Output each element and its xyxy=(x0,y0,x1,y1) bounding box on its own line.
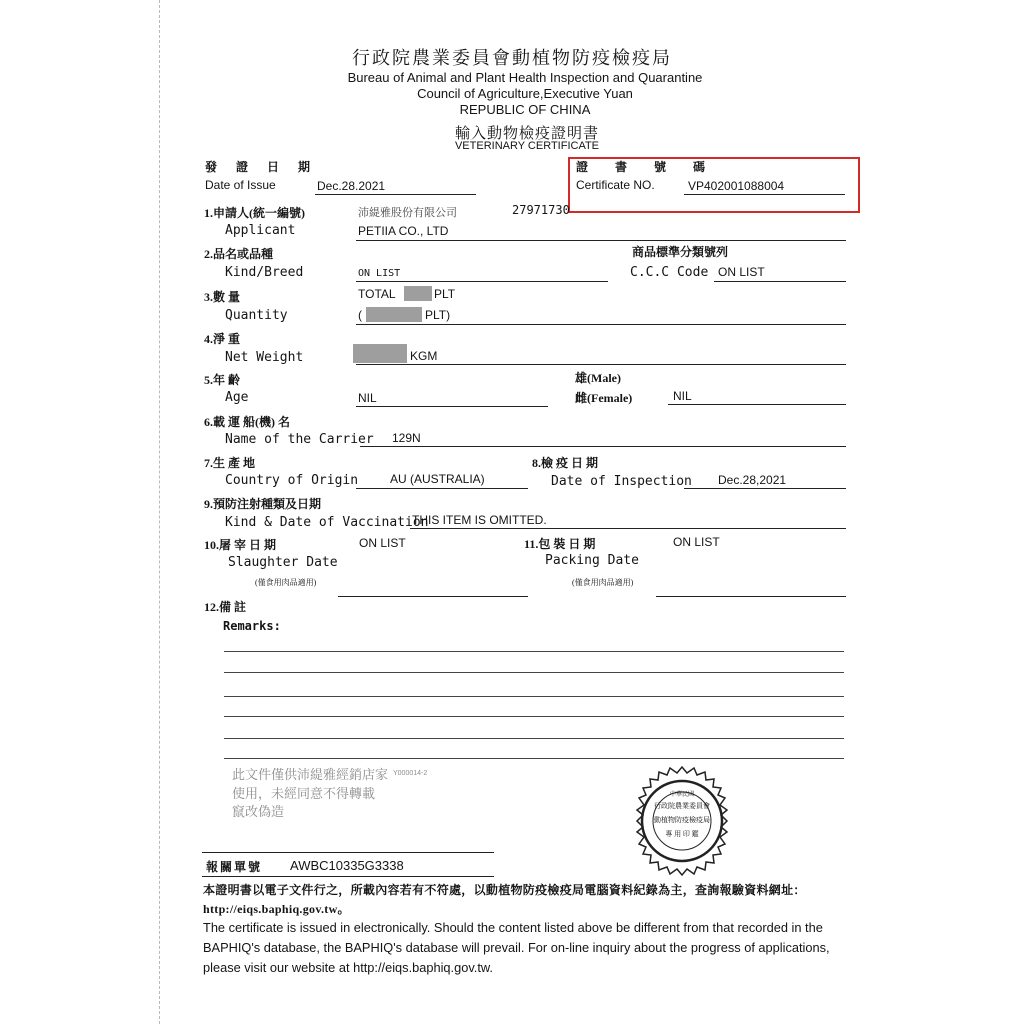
inspection-value: Dec.28,2021 xyxy=(718,473,787,487)
watermark-line-2: 使用，未經同意不得轉載 xyxy=(232,786,376,801)
origin-label-zh: 7.生 產 地 xyxy=(204,456,256,470)
quantity-label-zh: 3.數 量 xyxy=(204,290,241,304)
inspection-label-zh: 8.檢 疫 日 期 xyxy=(532,456,599,470)
origin-value: AU (AUSTRALIA) xyxy=(390,472,485,486)
quantity-paren-suffix: PLT) xyxy=(425,308,451,322)
agency-title-zh: 行政院農業委員會動植物防疫檢疫局 xyxy=(352,48,672,68)
applicant-label-en: Applicant xyxy=(225,223,296,238)
slaughter-label-en: Slaughter Date xyxy=(228,555,338,570)
quantity-total-suffix: PLT xyxy=(434,287,456,301)
quantity-label-en: Quantity xyxy=(225,308,288,323)
redacted-quantity-total xyxy=(404,286,432,301)
kind-label-zh: 2.品名或品種 xyxy=(204,247,274,261)
vaccination-label-en: Kind & Date of Vaccination xyxy=(225,515,429,530)
certificate-type-zh: 輸入動物檢疫證明書 xyxy=(454,126,599,142)
ccc-label-en: C.C.C Code xyxy=(630,265,709,280)
carrier-value: 129N xyxy=(392,431,421,445)
country-title: REPUBLIC OF CHINA xyxy=(459,102,591,117)
official-seal xyxy=(624,765,740,877)
applicant-id-number: 27971730 xyxy=(512,203,570,217)
ccc-value: ON LIST xyxy=(718,265,765,279)
age-value: NIL xyxy=(358,391,377,405)
vaccination-label-zh: 9.預防注射種類及日期 xyxy=(204,497,322,511)
applicant-name-zh: 沛緹雅股份有限公司 xyxy=(358,207,457,219)
seal-line-2: 行政院農業委員會 xyxy=(654,802,710,810)
applicant-label-zh: 1.申請人(統一編號) xyxy=(204,206,305,220)
watermark-line-3: 竄改偽造 xyxy=(232,804,285,819)
seal-line-4: 專 用 印 鑑 xyxy=(665,830,699,838)
inspection-label-en: Date of Inspection xyxy=(551,474,692,489)
council-title: Council of Agriculture,Executive Yuan xyxy=(417,86,633,101)
net-weight-unit: KGM xyxy=(410,349,438,363)
declaration-label: 報關單號 xyxy=(206,860,263,874)
remarks-label-en: Remarks: xyxy=(223,619,281,633)
seal-line-3: 動植物防疫檢疫局 xyxy=(654,816,710,824)
female-value: NIL xyxy=(673,389,692,403)
quantity-paren-open: ( xyxy=(358,308,362,322)
notice-en: The certificate is issued in electronically. Should the content listed above be different from that recorded in the BAPHIQ's database, the BAPHIQ's database will prevail. For on-line inquiry about the progress of applications, please visit our website at http://eiqs.baphiq.gov.tw. xyxy=(203,920,830,975)
redacted-quantity-detail xyxy=(366,307,422,322)
packing-label-zh: 11.包 裝 日 期 xyxy=(524,537,596,551)
packing-note: (僅食用肉品適用) xyxy=(572,578,634,587)
kind-label-en: Kind/Breed xyxy=(225,265,304,280)
vaccination-value: THIS ITEM IS OMITTED. xyxy=(412,513,547,527)
seal-line-1: 中華民國 xyxy=(669,792,694,798)
watermark-code: Y000014-2 xyxy=(393,770,428,777)
certificate-number-label-zh: 證 書 號 碼 xyxy=(576,160,718,174)
kind-value: ON LIST xyxy=(358,268,401,279)
declaration-value: AWBC10335G3338 xyxy=(290,858,404,873)
male-label: 雄(Male) xyxy=(575,371,621,385)
carrier-label-zh: 6.載 運 船(機) 名 xyxy=(204,415,290,429)
issue-date-label-zh: 發 證 日 期 xyxy=(205,160,319,174)
female-label: 雌(Female) xyxy=(575,391,633,405)
slaughter-note: (僅食用肉品適用) xyxy=(255,578,317,587)
packing-value: ON LIST xyxy=(673,535,720,549)
issue-date-label-en: Date of Issue xyxy=(205,178,276,192)
net-weight-label-zh: 4.淨 重 xyxy=(204,332,241,346)
quantity-total-prefix: TOTAL xyxy=(358,287,396,301)
slaughter-label-zh: 10.屠 宰 日 期 xyxy=(204,538,277,552)
applicant-value: PETIIA CO., LTD xyxy=(358,224,449,238)
issue-date-value: Dec.28.2021 xyxy=(317,179,386,193)
carrier-label-en: Name of the Carrier xyxy=(225,432,374,447)
packing-label-en: Packing Date xyxy=(545,553,639,568)
origin-label-en: Country of Origin xyxy=(225,473,359,488)
ccc-label-zh: 商品標準分類號列 xyxy=(632,245,729,259)
page-fold-line xyxy=(159,0,160,1024)
agency-title-en: Bureau of Animal and Plant Health Inspection and Quarantine xyxy=(347,70,703,85)
certificate-type-en: VETERINARY CERTIFICATE xyxy=(454,140,600,152)
watermark-line-1: 此文件僅供沛緹雅經銷店家 xyxy=(232,767,389,782)
age-label-zh: 5.年 齡 xyxy=(204,373,241,387)
remarks-label-zh: 12.備 註 xyxy=(204,600,247,614)
certificate-number-value: VP402001088004 xyxy=(688,179,785,193)
slaughter-value: ON LIST xyxy=(359,536,406,550)
certificate-number-label-en: Certificate NO. xyxy=(576,178,655,192)
age-label-en: Age xyxy=(225,390,249,405)
net-weight-label-en: Net Weight xyxy=(225,350,304,365)
redacted-net-weight xyxy=(353,344,407,363)
notice-zh: 本證明書以電子文件行之，所載內容若有不符處，以動植物防疫檢疫局電腦資料紀錄為主，查詢報驗資料網址：http://eiqs.baphiq.gov.tw。 xyxy=(203,883,806,916)
